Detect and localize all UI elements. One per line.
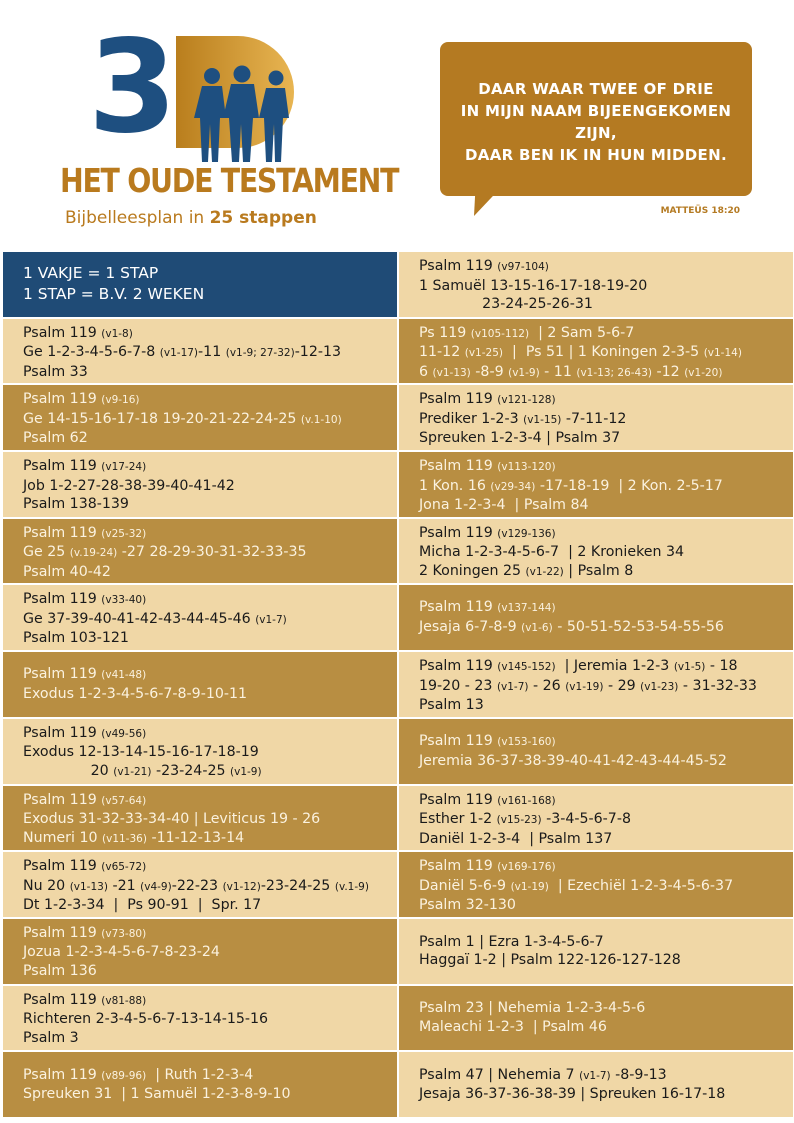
verse-range: (v1-25) (464, 347, 503, 360)
step-line: 23-24-25-26-31 (419, 296, 593, 312)
step-cell (3, 986, 397, 1051)
verse-range: (v1-9) (508, 366, 540, 379)
step-cell (3, 385, 397, 450)
step-cell (399, 319, 793, 384)
step-line: Psalm 119 (v1-8) (23, 324, 133, 341)
people-silhouette-icon (192, 64, 302, 164)
step-cell (3, 786, 397, 851)
verse-range: (v1-7) (496, 680, 529, 693)
step-line: Dt 1-2-3-34 | Ps 90-91 | Spr. 17 (23, 897, 262, 914)
verse-range: (v.19-24) (69, 547, 118, 560)
verse-range: (v161-168) (497, 794, 556, 807)
verse-range: (v89-96) (101, 1069, 147, 1082)
step-line: Numeri 10 (v11-36) -11-12-13-14 (23, 829, 245, 846)
step-line: Jona 1-2-3-4 | Psalm 84 (419, 497, 589, 514)
step-cell (3, 452, 397, 517)
step-line: Micha 1-2-3-4-5-6-7 | 2 Kronieken 34 (419, 544, 685, 561)
intro-line: 1 VAKJE = 1 STAP (23, 264, 159, 283)
step-line: 11-12 (v1-25) | Ps 51 | 1 Koningen 2-3-5 (v1-14) (419, 344, 742, 361)
verse-range: (v1-12) (222, 880, 261, 893)
step-line: 1 Kon. 16 (v29-34) -17-18-19 | 2 Kon. 2-5-17 (419, 477, 723, 494)
step-line: Psalm 13 (419, 697, 484, 714)
verse-range: (v1-14) (703, 347, 742, 360)
verse-range: (v1-20) (684, 366, 723, 379)
intro-cell (3, 252, 397, 317)
step-line: Psalm 119 (v57-64) (23, 791, 147, 808)
verse-range: (v1-23) (640, 680, 679, 693)
verse-range: (v65-72) (101, 861, 147, 874)
step-line: Psalm 119 (v137-144) (419, 599, 556, 616)
step-line: Spreuken 31 | 1 Samuël 1-2-3-8-9-10 (23, 1086, 291, 1103)
step-line: Exodus 12-13-14-15-16-17-18-19 (23, 744, 259, 761)
step-line: Psalm 119 (v17-24) (23, 458, 147, 475)
step-line: Ps 119 (v105-112) | 2 Sam 5-6-7 (419, 324, 635, 341)
step-line: Ge 25 (v.19-24) -27 28-29-30-31-32-33-35 (23, 544, 307, 561)
step-line: Psalm 32-130 (419, 897, 516, 914)
step-line: Psalm 1 | Ezra 1-3-4-5-6-7 (419, 933, 604, 950)
step-line: Psalm 3 (23, 1029, 79, 1046)
step-line: Jesaja 36-37-36-38-39 | Spreuken 16-17-18 (419, 1086, 726, 1103)
step-line: Jesaja 6-7-8-9 (v1-6) - 50-51-52-53-54-55-56 (419, 618, 724, 635)
step-line: Psalm 119 (v25-32) (23, 524, 147, 541)
verse-range: (v113-120) (497, 461, 556, 474)
verse-range: (v105-112) (470, 327, 530, 340)
step-line: Psalm 119 (v129-136) (419, 524, 556, 541)
intro-line: 1 STAP = B.V. 2 WEKEN (23, 285, 205, 304)
verse-range: (v1-5) (673, 661, 706, 674)
step-cell (3, 652, 397, 717)
verse-range: (v81-88) (101, 994, 147, 1007)
step-line: Psalm 40-42 (23, 563, 111, 580)
quote-text (440, 78, 752, 166)
step-line: Psalm 119 (v33-40) (23, 591, 147, 608)
verse-range: (v129-136) (497, 527, 556, 540)
step-cell (399, 452, 793, 517)
step-line: Haggaï 1-2 | Psalm 122-126-127-128 (419, 952, 681, 969)
step-line: Psalm 119 (v49-56) (23, 724, 147, 741)
step-line: Esther 1-2 (v15-23) -3-4-5-6-7-8 (419, 811, 631, 827)
verse-range: (v1-19) (510, 880, 549, 893)
step-line: Psalm 119 (v9-16) (23, 391, 140, 408)
verse-range: (v1-8) (101, 327, 133, 340)
verse-range: (v.1-9) (334, 880, 369, 893)
verse-range: (v1-9) (230, 765, 262, 778)
verse-range: (v29-34) (490, 480, 536, 493)
step-line: Psalm 119 (v65-72) (23, 858, 147, 875)
logo-3: 3 (88, 13, 174, 162)
step-cell (399, 385, 793, 450)
step-line: Psalm 103-121 (23, 630, 129, 647)
step-cell (3, 519, 397, 584)
verse-range: (v1-17) (159, 347, 199, 360)
reading-plan-grid (3, 252, 793, 1117)
verse-range: (v41-48) (101, 669, 147, 682)
step-line: 6 (v1-13) -8-9 (v1-9) - 11 (v1-13; 26-43) -12 (v1-20) (419, 363, 723, 380)
verse-range: (v121-128) (497, 394, 556, 407)
step-cell (399, 252, 793, 317)
step-cell (399, 585, 793, 650)
verse-range: (v15-23) (496, 814, 542, 826)
verse-range: (v1-6) (521, 621, 553, 634)
verse-range: (v1-13) (432, 366, 471, 379)
verse-range: (v145-152) (497, 661, 556, 674)
step-cell (399, 1052, 793, 1117)
verse-range: (v137-144) (497, 602, 556, 615)
verse-range: (v153-160) (497, 736, 556, 749)
step-line: Spreuken 1-2-3-4 | Psalm 37 (419, 430, 621, 447)
step-cell (399, 919, 793, 984)
verse-range: (v4-9) (140, 880, 172, 893)
verse-range: (v1-22) (525, 565, 564, 578)
step-line: Exodus 31-32-33-34-40 | Leviticus 19 - 26 (23, 811, 321, 827)
verse-range: (v49-56) (101, 727, 147, 740)
step-line: Psalm 23 | Nehemia 1-2-3-4-5-6 (419, 1000, 646, 1017)
verse-range: (v11-36) (102, 832, 147, 845)
step-line: Psalm 119 (v97-104) (419, 258, 549, 274)
quote-line: DAAR WAAR TWEE OF DRIE (478, 80, 714, 98)
page-title: HET OUDE TESTAMENT (60, 161, 399, 200)
step-line: Jeremia 36-37-38-39-40-41-42-43-44-45-52 (419, 752, 727, 769)
verse-range: (v1-21) (113, 765, 152, 778)
step-line: Psalm 119 (v145-152) | Jeremia 1-2-3 (v1-5) - 18 (419, 658, 738, 675)
step-line: Psalm 47 | Nehemia 7 (v1-7) -8-9-13 (419, 1066, 667, 1083)
verse-range: (v17-24) (101, 461, 147, 474)
step-line: Psalm 119 (v81-88) (23, 991, 147, 1008)
step-cell (399, 719, 793, 784)
verse-range: (v1-13) (69, 880, 108, 893)
step-line: Maleachi 1-2-3 | Psalm 46 (419, 1018, 607, 1035)
step-line: Psalm 138-139 (23, 496, 129, 513)
quote-line: DAAR BEN IK IN HUN MIDDEN. (465, 146, 727, 164)
step-line: Psalm 62 (23, 430, 88, 447)
step-line: Psalm 119 (v161-168) (419, 791, 556, 808)
step-line: Prediker 1-2-3 (v1-15) -7-11-12 (419, 410, 627, 427)
step-line: Daniël 1-2-3-4 | Psalm 137 (419, 830, 613, 847)
verse-range: (v57-64) (101, 794, 147, 807)
step-cell (3, 585, 397, 650)
step-line: Psalm 119 (v169-176) (419, 858, 556, 875)
step-cell (399, 519, 793, 584)
step-cell (3, 919, 397, 984)
verse-range: (v1-15) (523, 413, 562, 426)
step-line: Richteren 2-3-4-5-6-7-13-14-15-16 (23, 1011, 269, 1028)
step-line: 19-20 - 23 (v1-7) - 26 (v1-19) - 29 (v1-23) - 31-32-33 (419, 677, 757, 694)
verse-range: (v25-32) (101, 527, 147, 540)
step-line: Psalm 136 (23, 962, 97, 979)
quote-line: IN MIJN NAAM BIJEENGEKOMEN ZIJN, (460, 102, 732, 142)
step-line: Psalm 119 (v41-48) (23, 666, 147, 683)
step-cell (3, 719, 397, 784)
step-cell (399, 986, 793, 1051)
logo (80, 13, 330, 162)
verse-range: (v1-9; 27-32) (225, 347, 295, 360)
step-line: Psalm 119 (v121-128) (419, 391, 556, 408)
verse-range: (v97-104) (497, 261, 549, 273)
step-line: Psalm 119 (v153-160) (419, 733, 556, 750)
subtitle: Bijbelleesplan in 25 stappen (65, 208, 317, 228)
step-line: Jozua 1-2-3-4-5-6-7-8-23-24 (23, 944, 220, 961)
step-cell (3, 319, 397, 384)
step-line: 20 (v1-21) -23-24-25 (v1-9) (23, 762, 262, 779)
step-line: Ge 37-39-40-41-42-43-44-45-46 (v1-7) (23, 610, 287, 627)
step-line: Ge 14-15-16-17-18 19-20-21-22-24-25 (v.1-10) (23, 410, 342, 427)
step-line: Psalm 33 (23, 363, 88, 380)
step-cell (399, 652, 793, 717)
verse-range: (v1-19) (565, 680, 604, 693)
step-line: Psalm 119 (v73-80) (23, 924, 147, 941)
verse-range: (v169-176) (497, 861, 556, 874)
step-line: Psalm 119 (v89-96) | Ruth 1-2-3-4 (23, 1066, 254, 1083)
verse-range: (v1-7) (579, 1069, 611, 1082)
step-line: 2 Koningen 25 (v1-22) | Psalm 8 (419, 562, 634, 579)
step-line: 1 Samuël 13-15-16-17-18-19-20 (419, 277, 648, 294)
step-cell (399, 852, 793, 917)
step-line: Daniël 5-6-9 (v1-19) | Ezechiël 1-2-3-4-5-6-37 (419, 877, 734, 894)
verse-range: (v9-16) (101, 394, 140, 407)
quote-reference: MATTEÜS 18:20 (660, 206, 740, 216)
step-cell (399, 786, 793, 851)
step-cell (3, 1052, 397, 1117)
verse-range: (v33-40) (101, 594, 147, 607)
step-line: Nu 20 (v1-13) -21 (v4-9)-22-23 (v1-12)-23-24-25 (v.1-9) (23, 877, 369, 894)
bubble-tail (470, 178, 520, 218)
step-cell (3, 852, 397, 917)
verse-range: (v73-80) (101, 927, 147, 940)
verse-range: (v1-7) (255, 613, 287, 626)
step-line: Job 1-2-27-28-38-39-40-41-42 (23, 477, 235, 494)
step-line: Psalm 119 (v113-120) (419, 458, 556, 475)
verse-range: (v1-13; 26-43) (576, 366, 652, 379)
step-line: Exodus 1-2-3-4-5-6-7-8-9-10-11 (23, 685, 248, 702)
verse-range: (v.1-10) (300, 413, 342, 426)
step-line: Ge 1-2-3-4-5-6-7-8 (v1-17)-11 (v1-9; 27-32)-12-13 (23, 344, 342, 361)
